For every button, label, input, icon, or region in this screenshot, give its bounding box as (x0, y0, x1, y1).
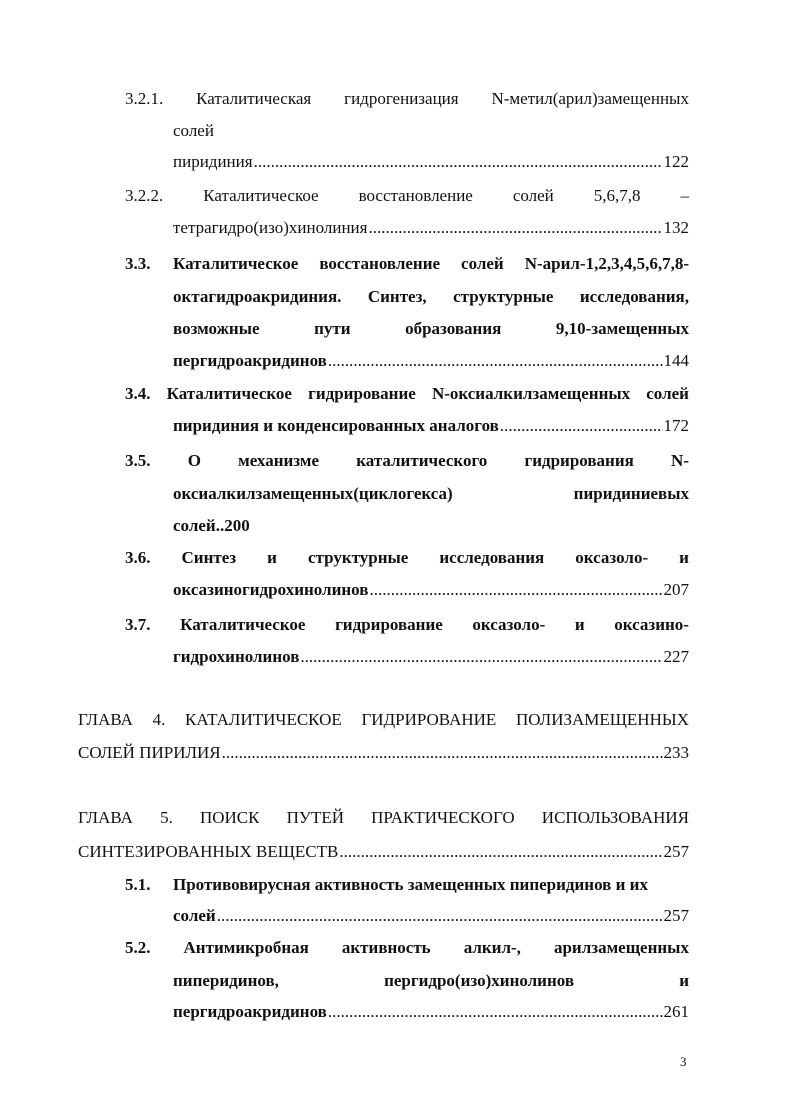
toc-chapter-5-line1 (78, 808, 689, 828)
entry-word: восстановление (358, 186, 473, 205)
dot-leader (328, 1002, 663, 1022)
dot-leader (369, 580, 662, 600)
dot-leader (222, 743, 663, 763)
entry-word: 4. (152, 710, 166, 729)
entry-text: пиридиния (173, 152, 253, 171)
entry-word: исследования (439, 548, 545, 567)
toc-entry-3-5-line3: солей..200 (173, 516, 250, 535)
toc-entry-3-2-1-line2: солей (173, 121, 214, 140)
entry-word: Каталитическое (180, 615, 306, 634)
toc-chapter-4-leader (78, 743, 689, 763)
entry-word: пиридиниевых (573, 484, 689, 503)
entry-word: ГИДРИРОВАНИЕ (361, 710, 497, 729)
entry-text: пергидроакридинов (173, 1002, 327, 1021)
toc-entry-3-5-line2 (173, 484, 689, 504)
entry-text: пиридиния и конденсированных аналогов (173, 416, 499, 435)
toc-entry-5-1-leader (173, 906, 689, 926)
toc-entry-5-2-line2 (173, 971, 689, 991)
toc-entry-5-2-leader (173, 1002, 689, 1022)
entry-text: Противовирусная активность замещенных пиперидинов и их (173, 875, 648, 894)
entry-word: октагидроакридиния. (173, 287, 342, 306)
page-ref: 144 (663, 351, 689, 370)
page-ref: 207 (663, 580, 689, 599)
entry-word: пергидро(изо)хинолинов (384, 971, 575, 990)
toc-entry-3-7-leader (173, 647, 689, 667)
toc-entry-3-5-line1 (125, 451, 689, 471)
page-ref: 257 (663, 906, 689, 925)
entry-word: N- (671, 451, 689, 470)
entry-word: 5. (160, 808, 173, 827)
page-ref: 261 (663, 1002, 689, 1021)
entry-word: ПОИСК (199, 808, 260, 827)
entry-word: активность (341, 938, 431, 957)
entry-word: солей (646, 384, 689, 403)
entry-word: каталитического (356, 451, 488, 470)
entry-number: 5.2. (125, 938, 151, 957)
entry-word: структурные (308, 548, 409, 567)
toc-chapter-5-leader (78, 842, 689, 862)
entry-word: восстановление (319, 254, 441, 273)
entry-text: СОЛЕЙ ПИРИЛИЯ (78, 743, 221, 762)
toc-entry-3-4-leader (173, 416, 689, 436)
dot-leader (339, 842, 662, 862)
entry-number: 3.7. (125, 615, 151, 634)
toc-entry-3-6-leader (173, 580, 689, 600)
entry-number: 3.2.1. (125, 89, 164, 108)
entry-word: ГЛАВА (78, 710, 133, 729)
entry-word: Антимикробная (183, 938, 309, 957)
entry-word: механизме (238, 451, 320, 470)
entry-word: N-оксиалкилзамещенных (431, 384, 631, 403)
entry-word: образования (405, 319, 502, 338)
entry-word: солей (512, 186, 554, 205)
entry-word: возможные (173, 319, 260, 338)
entry-word: оксазоло- (472, 615, 546, 634)
toc-entry-3-3-line1 (125, 254, 689, 274)
entry-word: оксазоло- (575, 548, 649, 567)
entry-word: КАТАЛИТИЧЕСКОЕ (185, 710, 342, 729)
entry-word: структурные (453, 287, 554, 306)
entry-word: Каталитическая (196, 89, 312, 108)
toc-entry-5-2-line1 (125, 938, 689, 958)
entry-word: О (187, 451, 201, 470)
entry-number: 3.4. (125, 384, 151, 403)
entry-word: оксазино- (614, 615, 689, 634)
entry-word: ГЛАВА (78, 808, 133, 827)
entry-word: N-арил-1,2,3,4,5,6,7,8- (524, 254, 689, 273)
entry-text: СИНТЕЗИРОВАННЫХ ВЕЩЕСТВ (78, 842, 339, 861)
entry-text: солей (173, 906, 216, 925)
entry-word: оксиалкилзамещенных(циклогекса) (173, 484, 453, 503)
entry-word: Синтез, (367, 287, 427, 306)
entry-word: и (679, 548, 689, 567)
dot-leader (328, 351, 663, 371)
entry-text: пергидроакридинов (173, 351, 327, 370)
entry-word: ПУТЕЙ (286, 808, 344, 827)
page-number: 3 (680, 1054, 687, 1069)
entry-word: солей (461, 254, 504, 273)
toc-entry-3-4-line1 (125, 384, 689, 404)
toc-entry-3-2-1-leader (173, 152, 689, 172)
entry-word: Каталитическое (203, 186, 319, 205)
entry-word: гидрирование (308, 384, 416, 403)
entry-word: – (680, 186, 689, 205)
entry-word: исследования, (579, 287, 689, 306)
entry-word: 5,6,7,8 (593, 186, 641, 205)
entry-word: N-метил(арил)замещенных (491, 89, 689, 108)
page-ref: 233 (663, 743, 689, 762)
dot-leader (254, 152, 663, 172)
entry-number: 3.3. (125, 254, 151, 273)
dot-leader (368, 218, 662, 238)
page-ref: 227 (663, 647, 689, 666)
entry-word: пиперидинов, (173, 971, 279, 990)
entry-word: гидрирование (335, 615, 443, 634)
page-ref: 172 (663, 416, 689, 435)
entry-word: Каталитическое (173, 254, 299, 273)
entry-word: и (267, 548, 277, 567)
page-ref: 132 (663, 218, 689, 237)
toc-entry-3-7-line1 (125, 615, 689, 635)
entry-word: ИСПОЛЬЗОВАНИЯ (541, 808, 689, 827)
entry-text: гидрохинолинов (173, 647, 300, 666)
entry-number: 5.1. (125, 875, 151, 894)
page-ref: 257 (663, 842, 689, 861)
toc-chapter-4-line1 (78, 710, 689, 730)
toc-entry-3-3-leader (173, 351, 689, 371)
entry-word: 9,10-замещенных (555, 319, 689, 338)
entry-word: алкил-, (463, 938, 521, 957)
entry-word: гидрогенизация (344, 89, 459, 108)
entry-word: и (679, 971, 689, 990)
dot-leader (300, 647, 662, 667)
entry-word: ПОЛИЗАМЕЩЕННЫХ (515, 710, 689, 729)
dot-leader (500, 416, 663, 436)
entry-word: арилзамещенных (553, 938, 689, 957)
entry-word: пути (314, 319, 351, 338)
entry-number: 3.6. (125, 548, 151, 567)
entry-text: оксазиногидрохинолинов (173, 580, 369, 599)
entry-word: Каталитическое (166, 384, 292, 403)
entry-word: гидрирования (524, 451, 634, 470)
entry-word: Синтез (181, 548, 237, 567)
entry-word: и (574, 615, 585, 634)
entry-number: 3.2.2. (125, 186, 164, 205)
page-ref: 122 (663, 152, 689, 171)
toc-entry-3-2-2-leader (173, 218, 689, 238)
toc-entry-3-6-line1 (125, 548, 689, 568)
toc-entry-3-2-1-line1 (125, 89, 689, 109)
toc-entry-3-2-2-line1 (125, 186, 689, 206)
toc-entry-3-3-line2 (173, 287, 689, 307)
dot-leader (217, 906, 663, 926)
toc-entry-5-1-line1 (125, 875, 689, 895)
entry-text: тетрагидро(изо)хинолиния (173, 218, 368, 237)
entry-word: ПРАКТИЧЕСКОГО (371, 808, 515, 827)
entry-number: 3.5. (125, 451, 151, 470)
toc-entry-3-3-line3 (173, 319, 689, 339)
